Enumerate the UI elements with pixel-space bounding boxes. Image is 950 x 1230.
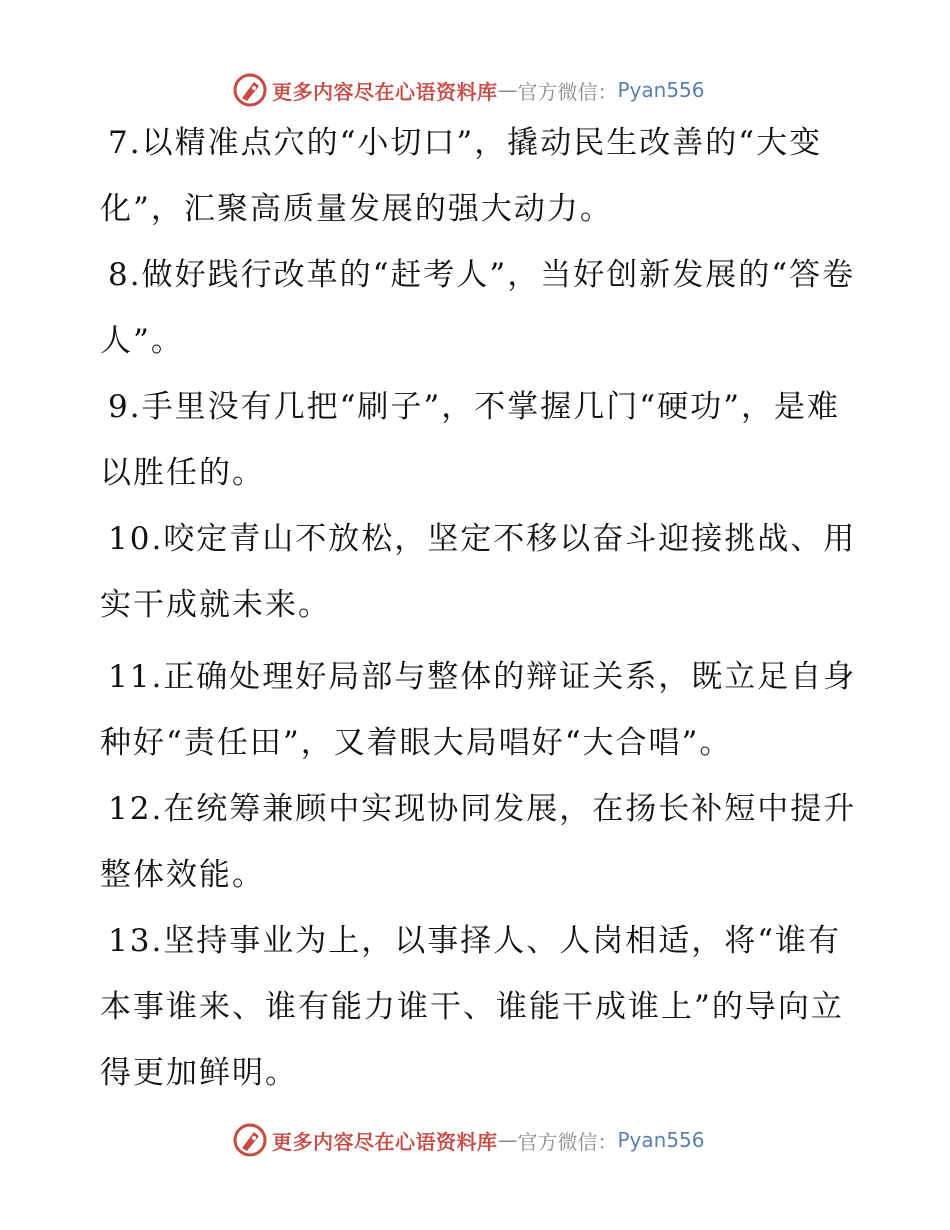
item-number: 7.	[108, 125, 142, 161]
list-item-8	[100, 242, 860, 374]
list-item-12	[100, 776, 860, 908]
item-text: 在统筹兼顾中实现协同发展，在扬长补短中提升整体效能。	[100, 791, 857, 893]
banner-wechat-label: 官方微信：	[517, 79, 618, 104]
banner-dash: —	[497, 78, 518, 102]
item-number: 8.	[108, 257, 142, 293]
pen-nib-logo-icon	[232, 1122, 268, 1158]
item-number: 13.	[108, 923, 164, 959]
pen-nib-logo-icon	[232, 72, 268, 108]
item-number: 9.	[108, 389, 142, 425]
header-banner	[232, 70, 705, 110]
item-text: 咬定青山不放松，坚定不移以奋斗迎接挑战、用实干成就未来。	[100, 521, 857, 623]
banner-main-text: 更多内容尽在心语资料库	[272, 1129, 498, 1154]
list-item-11	[100, 644, 860, 776]
item-number: 10.	[108, 521, 164, 557]
list-item-13	[100, 908, 860, 1106]
item-text: 坚持事业为上，以事择人、人岗相适，将“谁有本事谁来、谁有能力谁干、谁能干成谁上”的导向立得更加鲜明。	[100, 923, 844, 1091]
banner-wechat-label: 官方微信：	[517, 1129, 618, 1154]
list-item-7	[100, 110, 860, 242]
item-text: 以精准点穴的“小切口”，撬动民生改善的“大变化”，汇聚高质量发展的强大动力。	[100, 125, 823, 227]
banner-wechat-id: Pyan556	[617, 1128, 705, 1152]
banner-dash: —	[497, 1128, 518, 1152]
item-number: 12.	[108, 791, 164, 827]
item-text: 手里没有几把“刷子”，不掌握几门“硬功”，是难以胜任的。	[100, 389, 840, 491]
item-text: 做好践行改革的“赶考人”，当好创新发展的“答卷人”。	[100, 257, 856, 359]
footer-banner	[232, 1120, 705, 1160]
list-item-10	[100, 506, 860, 638]
item-text: 正确处理好局部与整体的辩证关系，既立足自身种好“责任田”，又着眼大局唱好“大合唱”。	[100, 659, 857, 761]
item-number: 11.	[108, 659, 164, 695]
list-item-9	[100, 374, 860, 506]
banner-wechat-id: Pyan556	[617, 78, 705, 102]
banner-main-text: 更多内容尽在心语资料库	[272, 79, 498, 104]
